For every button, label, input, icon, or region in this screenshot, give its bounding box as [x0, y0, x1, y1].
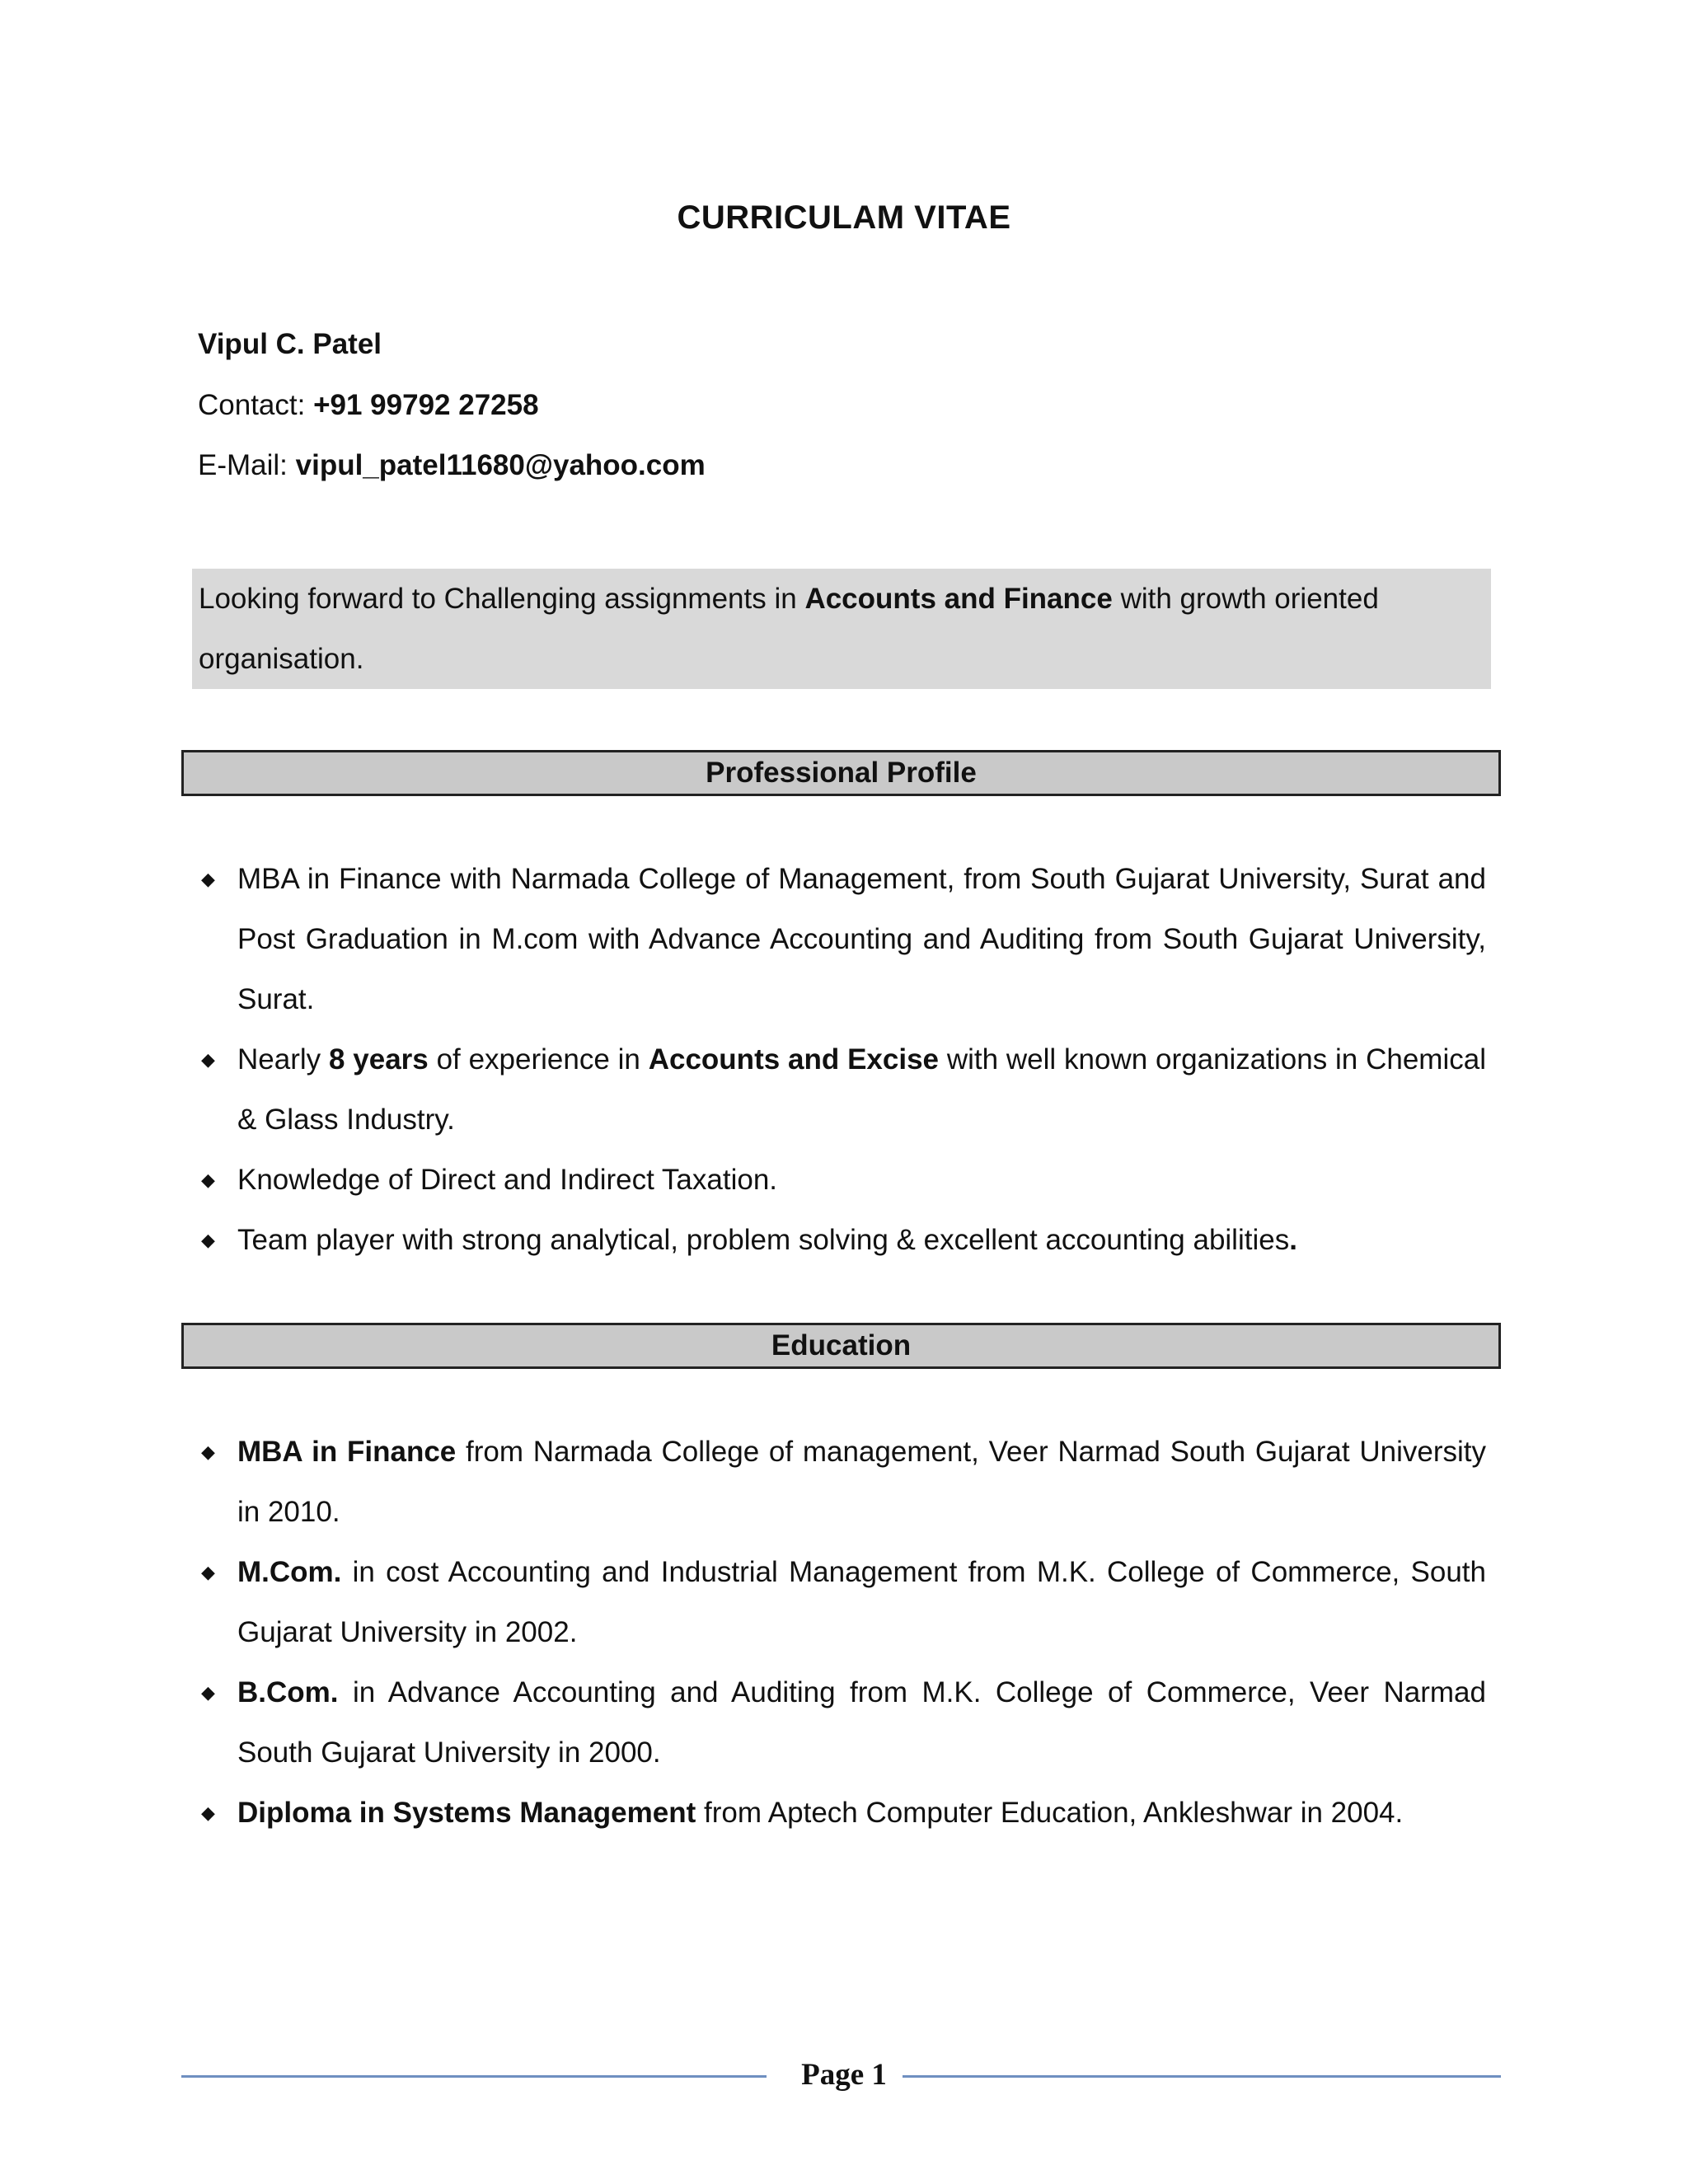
list-item-bold: Accounts and Excise — [648, 1043, 939, 1076]
objective-text-end: with growth oriented organisation. — [199, 583, 1379, 675]
contact-phone-line — [198, 389, 539, 422]
email-address: vipul_patel11680@yahoo.com — [295, 449, 706, 481]
list-item-text: Team player with strong analytical, problem solving & excellent accounting abilities — [237, 1224, 1290, 1256]
list-item — [198, 849, 1486, 1029]
list-item-text: MBA in Finance with Narmada College of Management, from South Gujarat University, Surat and Post Graduation in M.com with Advance Accounting and Auditing from South Gujarat University, Surat. — [237, 863, 1486, 1015]
degree-name: MBA in Finance — [237, 1436, 457, 1468]
diamond-bullet-icon: ◆ — [201, 1682, 215, 1703]
diamond-bullet-icon: ◆ — [201, 1441, 215, 1462]
objective-highlight: Accounts and Finance — [804, 583, 1113, 615]
page-number: Page 1 — [801, 2058, 887, 2092]
degree-name: M.Com. — [237, 1556, 342, 1588]
list-item-text: Knowledge of Direct and Indirect Taxation. — [237, 1164, 778, 1196]
list-item-text: with well known organizations in Chemical & Glass Industry. — [237, 1043, 1486, 1136]
diamond-bullet-icon: ◆ — [201, 1230, 215, 1250]
contact-email-line — [198, 449, 706, 482]
list-item — [198, 1150, 1486, 1210]
list-item — [198, 1542, 1486, 1662]
list-item — [198, 1662, 1486, 1783]
candidate-name: Vipul C. Patel — [198, 328, 382, 360]
diamond-bullet-icon: ◆ — [201, 1049, 215, 1070]
email-label: E-Mail: — [198, 449, 296, 481]
degree-details: in cost Accounting and Industrial Management from M.K. College of Commerce, South Gujarat University in 2002. — [237, 1556, 1486, 1648]
career-objective — [192, 569, 1491, 689]
diamond-bullet-icon: ◆ — [201, 1169, 215, 1190]
list-item-text: Nearly — [237, 1043, 329, 1076]
section-header-education: Education — [181, 1323, 1501, 1369]
degree-name: Diploma in Systems Management — [237, 1797, 696, 1829]
phone-label: Contact: — [198, 389, 314, 421]
section-header-professional-profile: Professional Profile — [181, 750, 1501, 796]
list-item-bold: 8 years — [328, 1043, 429, 1076]
profile-list — [198, 849, 1486, 1270]
education-list — [198, 1422, 1486, 1843]
degree-details: in Advance Accounting and Auditing from M.K. College of Commerce, Veer Narmad South Gujarat University in 2000. — [237, 1676, 1486, 1769]
degree-details: from Narmada College of management, Veer Narmad South Gujarat University in 2010. — [237, 1436, 1486, 1528]
diamond-bullet-icon: ◆ — [201, 1802, 215, 1823]
diamond-bullet-icon: ◆ — [201, 869, 215, 889]
list-item — [198, 1029, 1486, 1150]
list-item — [198, 1210, 1486, 1270]
document-title: CURRICULAM VITAE — [677, 199, 1011, 236]
phone-number: +91 99792 27258 — [313, 389, 539, 421]
list-item — [198, 1422, 1486, 1542]
degree-name: B.Com. — [237, 1676, 339, 1708]
objective-text: Looking forward to Challenging assignments in — [199, 583, 805, 615]
list-item — [198, 1783, 1486, 1843]
list-item-text: of experience in — [428, 1043, 649, 1076]
degree-details: from Aptech Computer Education, Ankleshwar in 2004. — [696, 1797, 1404, 1829]
diamond-bullet-icon: ◆ — [201, 1562, 215, 1582]
list-item-bold: . — [1289, 1224, 1297, 1256]
